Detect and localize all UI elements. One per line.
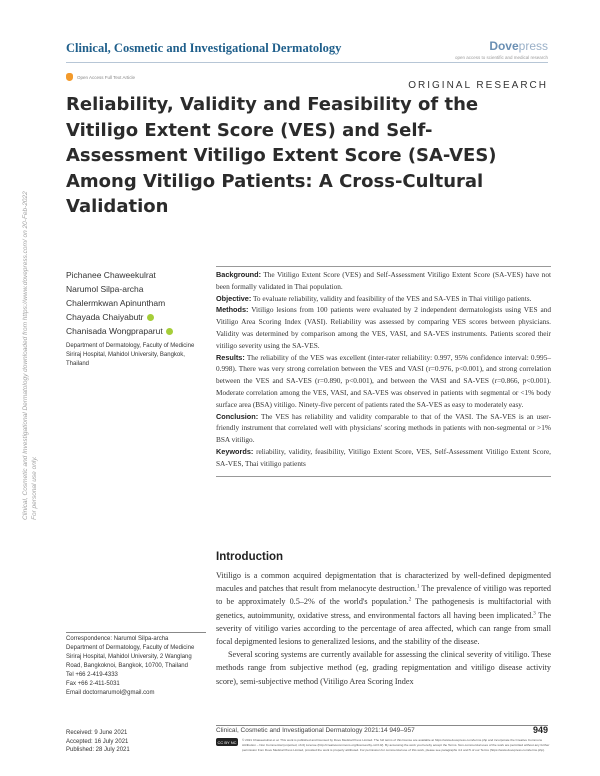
open-access-lock-icon [66, 73, 73, 81]
footer-divider [216, 725, 548, 726]
reference-link[interactable]: 1 [416, 584, 420, 590]
introduction-paragraph-1: Vitiligo is a common acquired depigmentation that is characterized by well-defined depigmented macules and patches that result from melanocyte destruction.$^1$ The prevalence of vitiligo was reported to be approximately 0.5–2% of the world's population.$^2$ The pathogenesis is multifactorial with genetics, autoimmunity, oxidative stress, and environmental factors all having been implicated.$^3$ The severity of vitiligo varies according to the percentage of area affected, which can range from small focal depigmented lesions to generalized lesions, and the stability of the disease. [216, 571, 551, 647]
abstract-conclusion: Conclusion: The VES has reliability and validity comparable to that of the VASI. The SA-VES is an user-friendly instrument that correlated well with physicians' scoring methods in patients with non-segmental or >1% BSA vitiligo. [216, 411, 551, 445]
abstract-methods: Methods: Vitiligo lesions from 100 patients were evaluated by 2 independent dermatologists using VES and Vitiligo Area Scoring Index (VASI). Reliability was assessed by comparing VES scores between physicians. Validity was determined by comparison among the VES, VASI, and SA-VES instruments. Patients scored their vitiligo severity using the SA-VES. [216, 305, 551, 350]
date-received: Received: 9 June 2021 [66, 730, 128, 736]
abstract-objective: Objective: To evaluate reliability, validity and feasibility of the VES and SA-VES in Thai vitiligo patients. [216, 293, 532, 303]
date-published: Published: 28 July 2021 [66, 747, 130, 753]
footer-citation: Clinical, Cosmetic and Investigational Dermatology 2021:14 949–957 [216, 727, 415, 734]
introduction-body [216, 569, 551, 688]
abstract-results: Results: The reliability of the VES was excellent (inter-rater reliability: 0.997, 95% confidence interval: 0.995–0.998). There was very strong correlation between the VES and VASI (r=0.976, p<0.001), and strong correlation between the VES and SA-VES (r=0.890, p<0.001), and between the VASI and SA-VES (r=0.866, p<0.001). Moderate correlation among the VES, VASI, and SA-VES was observed in patients with segmental or <1% body surface area (BSA) vitiligo. Ninety-five percent of patients rated the SA-VES as easy to moderately easy. [216, 352, 551, 409]
correspondence-label: Correspondence: Narumol Silpa-archa [66, 636, 169, 642]
page-number: 949 [532, 725, 548, 735]
article-section: ORIGINAL RESEARCH [408, 80, 548, 91]
author [66, 310, 173, 324]
reference-link[interactable]: 3 [533, 610, 536, 616]
abstract-top-rule [216, 266, 551, 267]
author-name[interactable]: Narumol Silpa-archa [66, 284, 144, 294]
reference-link[interactable]: 2 [408, 597, 412, 603]
brand-light: press [518, 39, 548, 53]
author-name[interactable]: Chanisada Wongpraparut [66, 326, 163, 336]
open-access-label [66, 73, 135, 81]
journal-title: Clinical, Cosmetic and Investigational Dermatology [66, 41, 342, 55]
abstract-bottom-rule [216, 476, 551, 477]
correspondence-tel: Tel +66 2-419-4333 [66, 672, 118, 678]
abstract-keywords: Keywords: reliability, validity, feasibility, Vitiligo Extent Score, VES, Self-Assessment Vitiligo Extent Score, SA-VES, Thai vitiligo patients [216, 446, 552, 468]
author-name[interactable]: Chayada Chaiyabutr [66, 312, 144, 322]
correspondence-block [66, 632, 206, 698]
license-text: © 2021 Chaweekulrat et al. This work is published and licensed by Dove Medical Press Limited. The full terms of this license are available at https://www.dovepress.com/terms.php and incorporate the Creative Commons Attribution – Non Commercial (unported, v3.0) License (http://creativecommons.org/licenses/by-nc/3.0/). By accessing the work you hereby accept the Terms. Non-commercial uses of the work are permitted without any further permission from Dove Medical Press Limited, provided the work is properly attributed. For permission for commercial use of this work, please see paragraphs 4.2 and 5 of our Terms (https://www.dovepress.com/terms.php). [242, 738, 550, 752]
article-dates [66, 729, 130, 755]
publisher-tagline: open access to scientific and medical research [454, 55, 548, 60]
author [66, 324, 173, 338]
header-divider [66, 62, 548, 63]
open-access-text: Open Access Full Text Article [77, 74, 135, 80]
introduction-paragraph-2: Several scoring systems are currently available for assessing the clinical severity of vitiligo. These methods range from subjective method (eg, grading repigmentation and vitiligo disease activity score), semi-subjective method (Vitiligo Area Scoring Index [216, 650, 551, 686]
orcid-icon[interactable] [166, 328, 173, 335]
affiliation: Department of Dermatology, Faculty of Medicine Siriraj Hospital, Mahidol University, Bangkok, Thailand [66, 343, 195, 367]
correspondence-rule [66, 632, 206, 633]
orcid-icon[interactable] [147, 314, 154, 321]
author [66, 296, 173, 310]
download-watermark [22, 140, 52, 520]
watermark-line-2: For personal use only. [31, 456, 38, 520]
article-title: Reliability, Validity and Feasibility of the Vitiligo Extent Score (VES) and Self-Assessment Vitiligo Extent Score (SA-VES) Among Vitiligo Patients: A Cross-Cultural Validation [66, 94, 497, 217]
abstract-background: Background: The Vitiligo Extent Score (VES) and Self-Assessment Vitiligo Extent Score (SA-VES) have not been formally validated in Thai population. [216, 270, 551, 291]
abstract [216, 266, 551, 477]
author-name[interactable]: Chalermkwan Apinuntham [66, 298, 166, 308]
author-name[interactable]: Pichanee Chaweekulrat [66, 270, 156, 280]
author [66, 282, 173, 296]
date-accepted: Accepted: 16 July 2021 [66, 738, 129, 745]
brand-strong: Dove [489, 39, 519, 53]
watermark-line-1: Clinical, Cosmetic and Investigational Dermatology downloaded from https://www.dovepress.com/ on 20-Feb-2022 [22, 191, 29, 520]
correspondence-address: Department of Dermatology, Faculty of Medicine Siriraj Hospital, Mahidol University, 2 Wanglang Road, Bangkoknoi, Bangkok, 10700, Thailand [66, 645, 195, 669]
license-block [216, 738, 551, 753]
introduction-heading: Introduction [216, 551, 284, 563]
author-list [66, 268, 173, 338]
author [66, 268, 173, 282]
correspondence-email[interactable]: Email doctornarumol@gmail.com [66, 690, 155, 696]
publisher-logo[interactable] [489, 39, 548, 53]
creative-commons-icon[interactable]: CC BY NC [217, 739, 237, 745]
correspondence-fax: Fax +66 2-411-5031 [66, 681, 120, 687]
